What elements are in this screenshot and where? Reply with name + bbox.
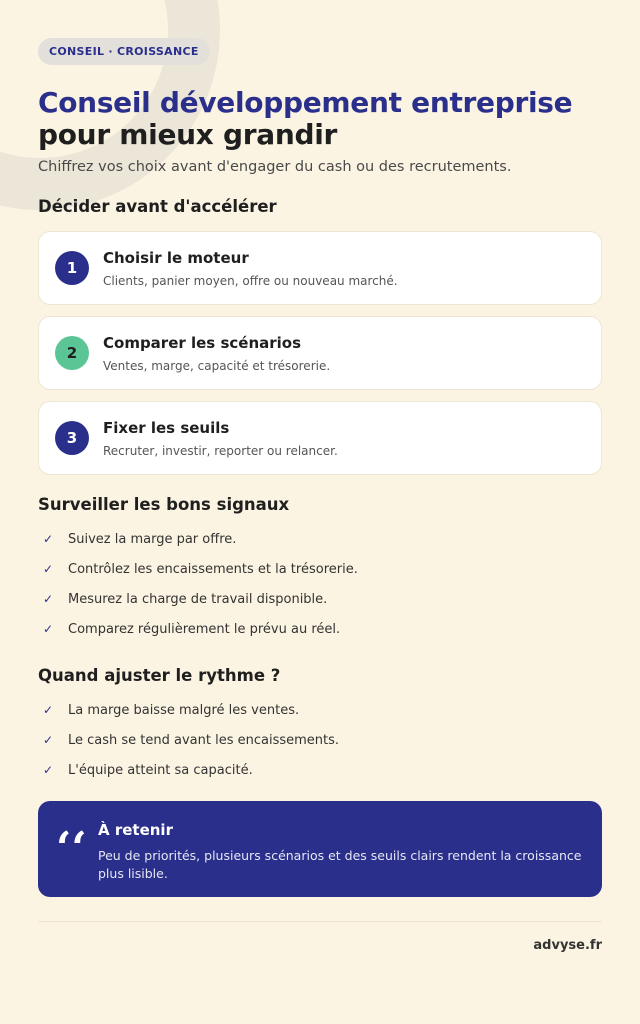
- footer-brand: advyse.fr: [533, 938, 602, 953]
- list-item: [38, 554, 602, 584]
- check-icon: ✓: [43, 733, 54, 747]
- step-number-badge: 2: [55, 336, 89, 370]
- subtitle: Chiffrez vos choix avant d'engager du cash ou des recrutements.: [38, 159, 512, 175]
- list-item-text: Comparez régulièrement le prévu au réel.: [68, 621, 341, 637]
- section-heading-signals: Surveiller les bons signaux: [38, 495, 290, 514]
- category-badge: CONSEIL · CROISSANCE: [38, 38, 210, 65]
- step-number-badge: 3: [55, 421, 89, 455]
- list-item: [38, 584, 602, 614]
- adjust-list: [38, 695, 602, 785]
- list-item: [38, 524, 602, 554]
- list-item-text: L'équipe atteint sa capacité.: [68, 762, 253, 778]
- step-card: [38, 316, 602, 390]
- step-title: Comparer les scénarios: [103, 333, 302, 352]
- section-heading-adjust: Quand ajuster le rythme ?: [38, 666, 281, 685]
- list-item: [38, 695, 602, 725]
- step-title: Choisir le moteur: [103, 248, 249, 267]
- title-line-2: pour mieux grandir: [38, 118, 338, 151]
- title-line-1: Conseil développement entreprise: [38, 86, 573, 119]
- list-item-text: La marge baisse malgré les ventes.: [68, 702, 300, 718]
- step-description: Ventes, marge, capacité et trésorerie.: [103, 358, 331, 373]
- list-item: [38, 725, 602, 755]
- check-icon: ✓: [43, 622, 54, 636]
- page-title: [38, 87, 602, 151]
- list-item-text: Le cash se tend avant les encaissements.: [68, 732, 340, 748]
- check-icon: ✓: [43, 532, 54, 546]
- callout-body: Peu de priorités, plusieurs scénarios et des seuils clairs rendent la croissance plus lisible.: [98, 848, 582, 881]
- divider: [38, 921, 602, 922]
- quote-icon: ‘‘: [56, 823, 87, 874]
- list-item: [38, 755, 602, 785]
- step-card: [38, 401, 602, 475]
- list-item-text: Contrôlez les encaissements et la trésorerie.: [68, 561, 358, 577]
- takeaway-callout: [38, 801, 602, 897]
- check-icon: ✓: [43, 703, 54, 717]
- step-number-badge: 1: [55, 251, 89, 285]
- list-item-text: Suivez la marge par offre.: [68, 531, 237, 547]
- step-card: [38, 231, 602, 305]
- check-icon: ✓: [43, 562, 54, 576]
- signals-list: [38, 524, 602, 644]
- section-heading-decide: Décider avant d'accélérer: [38, 197, 277, 216]
- callout-title: À retenir: [98, 821, 173, 839]
- step-description: Recruter, investir, reporter ou relancer.: [103, 443, 338, 458]
- steps-list: [38, 231, 602, 475]
- step-description: Clients, panier moyen, offre ou nouveau marché.: [103, 273, 398, 288]
- check-icon: ✓: [43, 592, 54, 606]
- step-title: Fixer les seuils: [103, 418, 230, 437]
- list-item: [38, 614, 602, 644]
- check-icon: ✓: [43, 763, 54, 777]
- list-item-text: Mesurez la charge de travail disponible.: [68, 591, 328, 607]
